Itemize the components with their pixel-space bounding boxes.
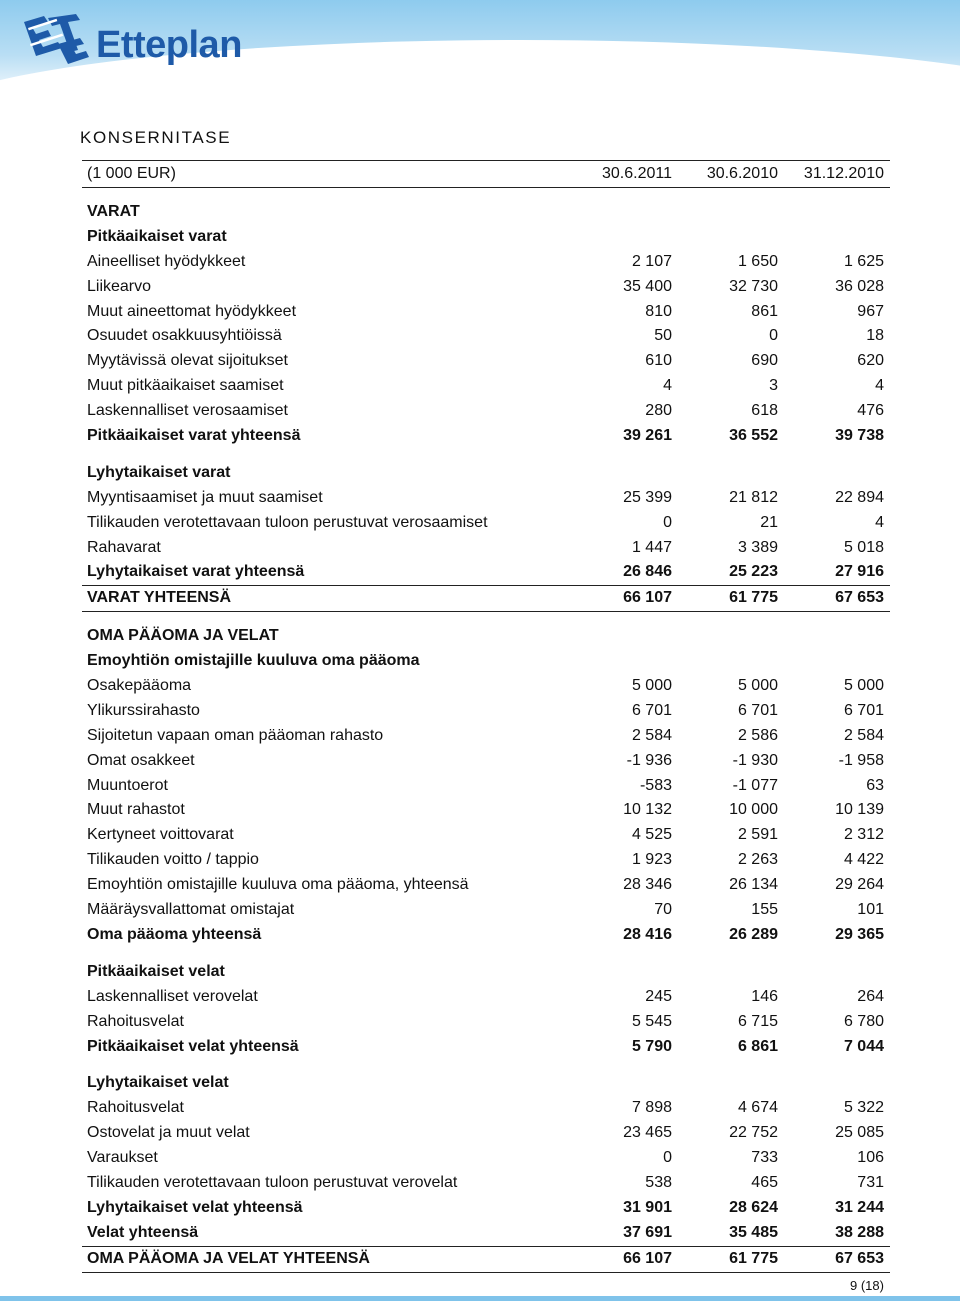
cell-value-3: 22 894 — [835, 488, 884, 506]
section-heading — [82, 200, 890, 225]
row-label: Sijoitetun vapaan oman pääoman rahasto — [87, 726, 384, 744]
column-header-1: 30.6.2011 — [602, 165, 672, 182]
row-label: Rahoitusvelat — [87, 1099, 184, 1117]
cell-value-1: 538 — [645, 1173, 672, 1191]
row-label: Pitkäaikaiset varat yhteensä — [87, 427, 301, 445]
cell-value-2: 4 674 — [737, 1099, 778, 1117]
row-label: Ylikurssirahasto — [87, 701, 200, 719]
table-row — [82, 985, 890, 1010]
cell-value-2: 10 000 — [729, 801, 778, 819]
row-label: Lyhytaikaiset velat yhteensä — [87, 1198, 303, 1216]
cell-value-1: 4 525 — [631, 826, 672, 844]
cell-value-1: 7 898 — [631, 1099, 672, 1117]
column-header-3: 31.12.2010 — [803, 165, 884, 182]
cell-value-3: 2 312 — [843, 826, 884, 844]
row-label: Lyhytaikaiset varat yhteensä — [87, 563, 305, 581]
row-label: Emoyhtiön omistajille kuuluva oma pääoma, yhteensä — [87, 876, 469, 894]
section-heading — [82, 225, 890, 250]
cell-value-3: 5 000 — [843, 677, 884, 695]
cell-value-3: 67 653 — [835, 589, 884, 607]
row-label: Rahavarat — [87, 538, 161, 556]
cell-value-3: 476 — [857, 402, 884, 420]
section-heading — [82, 960, 890, 985]
cell-value-3: 2 584 — [843, 726, 884, 744]
cell-value-1: 28 416 — [623, 925, 672, 943]
cell-value-1: 66 107 — [623, 1249, 672, 1267]
cell-value-2: 0 — [769, 327, 778, 345]
row-spacer — [82, 948, 890, 960]
row-spacer — [82, 612, 890, 624]
total-row — [82, 1196, 890, 1221]
cell-value-1: 6 701 — [631, 701, 672, 719]
cell-value-3: 36 028 — [835, 277, 884, 295]
cell-value-1: 245 — [645, 987, 672, 1005]
cell-value-3: 39 738 — [835, 427, 884, 445]
cell-value-2: 61 775 — [729, 589, 778, 607]
table-row — [82, 724, 890, 749]
total-row — [82, 1221, 890, 1246]
cell-value-1: 10 132 — [623, 801, 672, 819]
cell-value-2: 2 263 — [737, 851, 778, 869]
cell-value-2: 1 650 — [737, 252, 778, 270]
cell-value-3: 7 044 — [843, 1037, 884, 1055]
cell-value-2: 2 591 — [737, 826, 778, 844]
total-row — [82, 424, 890, 449]
cell-value-2: 3 — [769, 377, 778, 395]
row-label: Lyhytaikaiset velat — [87, 1074, 229, 1092]
cell-value-3: 5 018 — [843, 538, 884, 556]
row-label: Laskennalliset verovelat — [87, 987, 258, 1005]
table-row — [82, 275, 890, 300]
cell-value-3: 67 653 — [835, 1249, 884, 1267]
row-label: Aineelliset hyödykkeet — [87, 252, 246, 270]
cell-value-1: 5 545 — [631, 1012, 672, 1030]
cell-value-3: 731 — [857, 1173, 884, 1191]
cell-value-2: 35 485 — [729, 1223, 778, 1241]
cell-value-1: 28 346 — [623, 876, 672, 894]
cell-value-2: 25 223 — [729, 563, 778, 581]
total-row — [82, 560, 890, 585]
row-label: Varaukset — [87, 1149, 158, 1167]
total-row — [82, 1035, 890, 1060]
cell-value-3: 6 701 — [843, 701, 884, 719]
cell-value-2: 28 624 — [729, 1198, 778, 1216]
cell-value-3: 29 365 — [835, 925, 884, 943]
cell-value-1: 50 — [654, 327, 672, 345]
cell-value-2: 6 861 — [737, 1037, 778, 1055]
cell-value-3: -1 958 — [838, 751, 884, 769]
table-row — [82, 300, 890, 325]
table-row — [82, 1171, 890, 1196]
row-spacer — [82, 1059, 890, 1071]
cell-value-3: 264 — [857, 987, 884, 1005]
cell-value-1: -583 — [639, 776, 672, 794]
bottom-bar — [0, 1296, 960, 1301]
cell-value-2: 22 752 — [729, 1124, 778, 1142]
cell-value-2: 155 — [751, 901, 778, 919]
cell-value-1: 0 — [663, 1149, 672, 1167]
row-label: OMA PÄÄOMA JA VELAT YHTEENSÄ — [87, 1249, 370, 1267]
etteplan-logo-mark-icon — [18, 14, 90, 72]
cell-value-2: 3 389 — [737, 538, 778, 556]
table-row — [82, 324, 890, 349]
total-row — [82, 1246, 890, 1273]
row-label: VARAT — [87, 203, 140, 220]
row-label: Ostovelat ja muut velat — [87, 1124, 250, 1142]
row-label: Määräysvallattomat omistajat — [87, 901, 295, 919]
page-number: 9 (18) — [850, 1278, 884, 1293]
cell-value-1: 35 400 — [623, 277, 672, 295]
table-row — [82, 699, 890, 724]
table-row — [82, 823, 890, 848]
row-label: Emoyhtiön omistajille kuuluva oma pääoma — [87, 652, 420, 670]
cell-value-3: 967 — [857, 302, 884, 320]
table-row — [82, 674, 890, 699]
unit-label: (1 000 EUR) — [87, 165, 176, 182]
row-label: Pitkäaikaiset velat — [87, 962, 225, 980]
row-label: Rahoitusvelat — [87, 1012, 184, 1030]
cell-value-2: 26 134 — [729, 876, 778, 894]
cell-value-2: 32 730 — [729, 277, 778, 295]
table-header — [82, 160, 890, 188]
column-header-2: 30.6.2010 — [706, 165, 778, 182]
table-row — [82, 749, 890, 774]
row-label: OMA PÄÄOMA JA VELAT — [87, 627, 279, 645]
table-row — [82, 536, 890, 561]
cell-value-3: 5 322 — [843, 1099, 884, 1117]
cell-value-3: 6 780 — [843, 1012, 884, 1030]
cell-value-1: 1 447 — [631, 538, 672, 556]
table-row — [82, 486, 890, 511]
cell-value-2: 26 289 — [729, 925, 778, 943]
cell-value-3: 63 — [866, 776, 884, 794]
cell-value-1: 26 846 — [623, 563, 672, 581]
cell-value-2: 690 — [751, 352, 778, 370]
cell-value-2: 6 701 — [737, 701, 778, 719]
row-label: VARAT YHTEENSÄ — [87, 589, 232, 607]
cell-value-3: 31 244 — [835, 1198, 884, 1216]
balance-sheet-table — [82, 160, 890, 1273]
cell-value-1: 610 — [645, 352, 672, 370]
cell-value-1: 0 — [663, 513, 672, 531]
row-label: Tilikauden voitto / tappio — [87, 851, 259, 869]
row-label: Omat osakkeet — [87, 751, 195, 769]
cell-value-2: 21 — [760, 513, 778, 531]
section-heading — [82, 461, 890, 486]
table-row — [82, 798, 890, 823]
table-row — [82, 1121, 890, 1146]
cell-value-1: 39 261 — [623, 427, 672, 445]
cell-value-1: 2 107 — [631, 252, 672, 270]
row-label: Muuntoerot — [87, 776, 168, 794]
row-label: Osakepääoma — [87, 677, 192, 695]
cell-value-3: 4 422 — [843, 851, 884, 869]
section-heading — [82, 1071, 890, 1096]
cell-value-3: 27 916 — [835, 563, 884, 581]
brand-name: Etteplan — [96, 24, 242, 66]
cell-value-3: 620 — [857, 352, 884, 370]
row-label: Oma pääoma yhteensä — [87, 925, 262, 943]
cell-value-2: 21 812 — [729, 488, 778, 506]
table-row — [82, 399, 890, 424]
section-heading — [82, 624, 890, 649]
cell-value-1: 25 399 — [623, 488, 672, 506]
row-label: Myyntisaamiset ja muut saamiset — [87, 488, 323, 506]
total-row — [82, 585, 890, 612]
table-row — [82, 873, 890, 898]
row-label: Velat yhteensä — [87, 1223, 199, 1241]
row-label: Tilikauden verotettavaan tuloon perustuvat verosaamiset — [87, 513, 488, 531]
row-label: Tilikauden verotettavaan tuloon perustuvat verovelat — [87, 1173, 458, 1191]
cell-value-1: 23 465 — [623, 1124, 672, 1142]
table-row — [82, 898, 890, 923]
cell-value-3: 10 139 — [835, 801, 884, 819]
cell-value-2: 733 — [751, 1149, 778, 1167]
cell-value-1: 280 — [645, 402, 672, 420]
cell-value-1: 37 691 — [623, 1223, 672, 1241]
total-row — [82, 923, 890, 948]
cell-value-2: 618 — [751, 402, 778, 420]
cell-value-3: 18 — [866, 327, 884, 345]
cell-value-1: 31 901 — [623, 1198, 672, 1216]
cell-value-2: 146 — [751, 987, 778, 1005]
etteplan-logo — [18, 14, 278, 74]
row-label: Muut rahastot — [87, 801, 185, 819]
cell-value-3: 106 — [857, 1149, 884, 1167]
cell-value-3: 1 625 — [843, 252, 884, 270]
cell-value-2: 861 — [751, 302, 778, 320]
cell-value-1: 70 — [654, 901, 672, 919]
cell-value-2: 2 586 — [737, 726, 778, 744]
row-label: Muut pitkäaikaiset saamiset — [87, 377, 284, 395]
table-row — [82, 774, 890, 799]
page-title: KONSERNITASE — [80, 128, 232, 147]
cell-value-2: 465 — [751, 1173, 778, 1191]
row-spacer — [82, 449, 890, 461]
table-row — [82, 349, 890, 374]
cell-value-2: -1 077 — [732, 776, 778, 794]
row-label: Pitkäaikaiset varat — [87, 227, 227, 245]
cell-value-1: -1 936 — [626, 751, 672, 769]
cell-value-1: 810 — [645, 302, 672, 320]
row-label: Osuudet osakkuusyhtiöissä — [87, 327, 282, 345]
cell-value-2: 6 715 — [737, 1012, 778, 1030]
row-label: Pitkäaikaiset velat yhteensä — [87, 1037, 299, 1055]
cell-value-2: 61 775 — [729, 1249, 778, 1267]
row-label: Kertyneet voittovarat — [87, 826, 234, 844]
row-label: Laskennalliset verosaamiset — [87, 402, 288, 420]
cell-value-1: 1 923 — [631, 851, 672, 869]
cell-value-1: 5 790 — [631, 1037, 672, 1055]
spacer — [82, 188, 890, 200]
cell-value-1: 4 — [663, 377, 672, 395]
row-label: Myytävissä olevat sijoitukset — [87, 352, 288, 370]
table-row — [82, 848, 890, 873]
cell-value-3: 29 264 — [835, 876, 884, 894]
table-row — [82, 1096, 890, 1121]
table-row — [82, 374, 890, 399]
table-body — [82, 200, 890, 1273]
row-label: Liikearvo — [87, 277, 152, 295]
cell-value-1: 66 107 — [623, 589, 672, 607]
row-label: Muut aineettomat hyödykkeet — [87, 302, 297, 320]
cell-value-2: -1 930 — [732, 751, 778, 769]
cell-value-3: 38 288 — [835, 1223, 884, 1241]
cell-value-1: 5 000 — [631, 677, 672, 695]
cell-value-3: 4 — [875, 377, 884, 395]
cell-value-3: 101 — [857, 901, 884, 919]
cell-value-2: 5 000 — [737, 677, 778, 695]
cell-value-1: 2 584 — [631, 726, 672, 744]
table-row — [82, 250, 890, 275]
table-row — [82, 1010, 890, 1035]
table-row — [82, 1146, 890, 1171]
table-row — [82, 511, 890, 536]
cell-value-3: 25 085 — [835, 1124, 884, 1142]
cell-value-3: 4 — [875, 513, 884, 531]
section-heading — [82, 649, 890, 674]
row-label: Lyhytaikaiset varat — [87, 463, 231, 481]
cell-value-2: 36 552 — [729, 427, 778, 445]
